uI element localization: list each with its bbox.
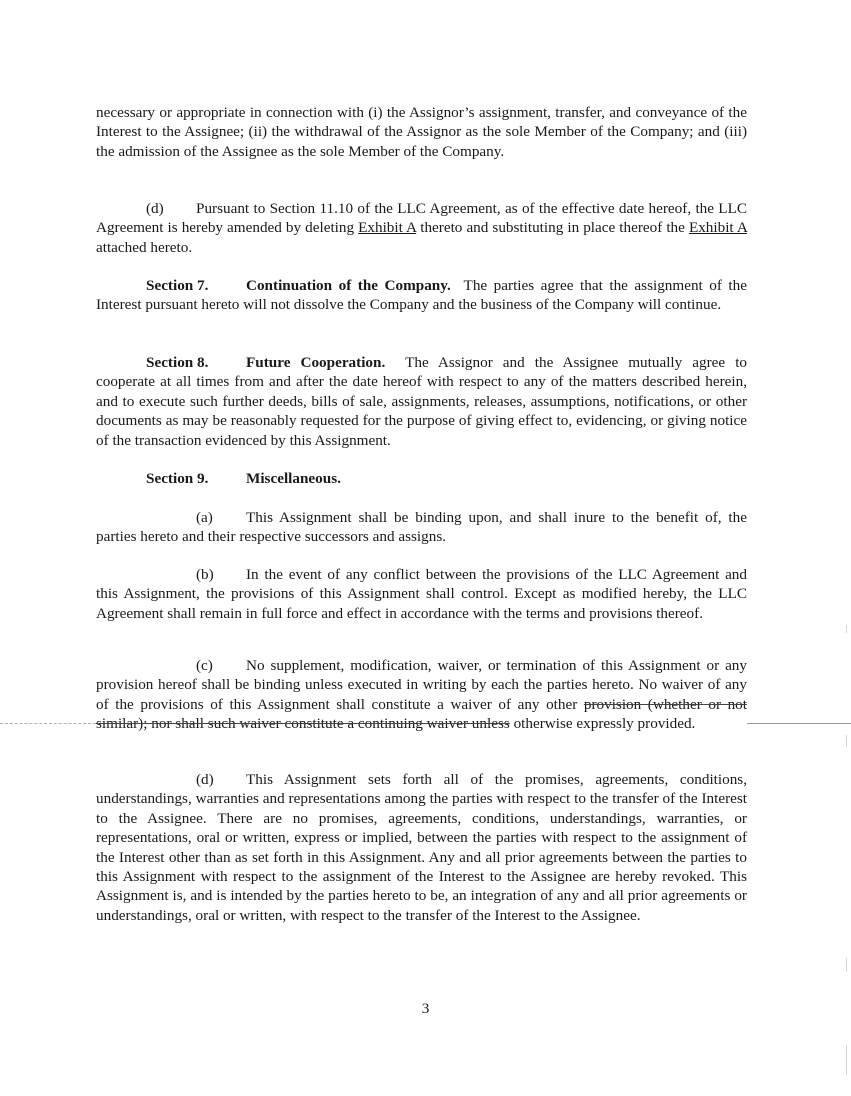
exhibit-a-reference-1: Exhibit A xyxy=(358,219,417,237)
section-8-title: Future Cooperation. xyxy=(246,354,386,371)
section-7-text: The parties agree that the assignment of the Interest pursuant hereto will not dissolve the Company and the business of the Company will continue. xyxy=(96,277,747,314)
strikethrough-line-right-margin xyxy=(747,723,851,724)
exhibit-a-reference-2: Exhibit A xyxy=(688,219,747,237)
paragraph-6d-text-middle: thereto and substituting in place thereof the xyxy=(416,219,689,237)
scan-edge-mark xyxy=(846,1045,847,1075)
paragraph-6d-label: (d) xyxy=(146,200,164,217)
strikethrough-line-left-margin xyxy=(0,723,96,724)
paragraph-continuation: necessary or appropriate in connection with (i) the Assignor’s assignment, transfer, and conveyance of the Interest to the Assignee; (ii) the withdrawal of the Assignor as the sole Member of the Company; and (iii) the admission of the Assignee as the sole Member of the Company. xyxy=(96,104,747,160)
paragraph-9a-text: This Assignment shall be binding upon, and shall inure to the benefit of, the parties hereto and their respective successors and assigns. xyxy=(96,509,747,546)
paragraph-9b-label: (b) xyxy=(196,566,214,583)
paragraph-9c xyxy=(96,656,747,734)
paragraph-6d-text-before: Pursuant to Section 11.10 of the LLC Agreement, as of the effective date hereof, the LLC Agreement is hereby amended by deleting xyxy=(96,200,747,237)
paragraph-9c-label: (c) xyxy=(196,657,213,674)
section-7-label: Section 7. xyxy=(146,277,209,294)
paragraph-9b-text: In the event of any conflict between the provisions of the LLC Agreement and this Assignment, the provisions of this Assignment shall control. Except as modified hereby, the LLC Agreement shall remain in full force and effect in accordance with the terms and provisions thereof. xyxy=(96,566,747,622)
paragraph-9d-label: (d) xyxy=(196,771,214,788)
scan-edge-mark xyxy=(846,958,847,972)
section-7-title: Continuation of the Company. xyxy=(246,277,451,294)
paragraph-9d xyxy=(96,770,747,925)
paragraph-9c-struck-text: provision (whether or not similar); nor shall such waiver constitute a continuing waiver unless xyxy=(96,695,747,733)
section-9-heading xyxy=(96,469,747,488)
section-8-text: The Assignor and the Assignee mutually agree to cooperate at all times from and after the date hereof with respect to any of the matters described herein, and to execute such further deeds, bills of sale, assignments, releases, assumptions, notifications, or other documents as may be reasonably requested for the purpose of giving effect to, evidencing, or giving notice of the transaction evidenced by this Assignment. xyxy=(96,354,748,449)
section-9-title: Miscellaneous. xyxy=(246,470,341,487)
section-8-label: Section 8. xyxy=(146,354,209,371)
paragraph-9a xyxy=(96,508,747,547)
paragraph-9c-text-before: No supplement, modification, waiver, or termination of this Assignment or any provision hereof shall be binding unless executed in writing by each the parties hereto. No waiver of any of the provisions of this Assignment shall constitute a waiver of any other xyxy=(96,657,747,713)
section-9-label: Section 9. xyxy=(146,470,209,487)
section-8 xyxy=(96,353,747,450)
section-7 xyxy=(96,276,747,315)
paragraph-6d xyxy=(96,199,747,257)
paragraph-9c-text-after: otherwise expressly provided. xyxy=(509,715,696,733)
scan-edge-mark xyxy=(846,625,847,633)
scan-edge-mark xyxy=(846,735,847,747)
paragraph-6d-text-after: attached hereto. xyxy=(96,238,193,256)
page-number: 3 xyxy=(421,1000,430,1017)
paragraph-9d-text: This Assignment sets forth all of the promises, agreements, conditions, understandings, warranties and representations among the parties with respect to the transfer of the Interest to the Assignee. There are no promises, agreements, conditions, understandings, warranties, or representations, oral or written, express or implied, between the parties with respect to the assignment of the Interest other than as set forth in this Assignment. Any and all prior agreements between the parties to this Assignment with respect to the assignment of the Interest to the Assignee are hereby revoked. This Assignment is, and is intended by the parties hereto to be, an integration of any and all prior agreements or understandings, oral or written, with respect to the transfer of the Interest to the Assignee. xyxy=(96,771,747,924)
paragraph-9b xyxy=(96,565,747,623)
paragraph-9a-label: (a) xyxy=(196,509,213,526)
